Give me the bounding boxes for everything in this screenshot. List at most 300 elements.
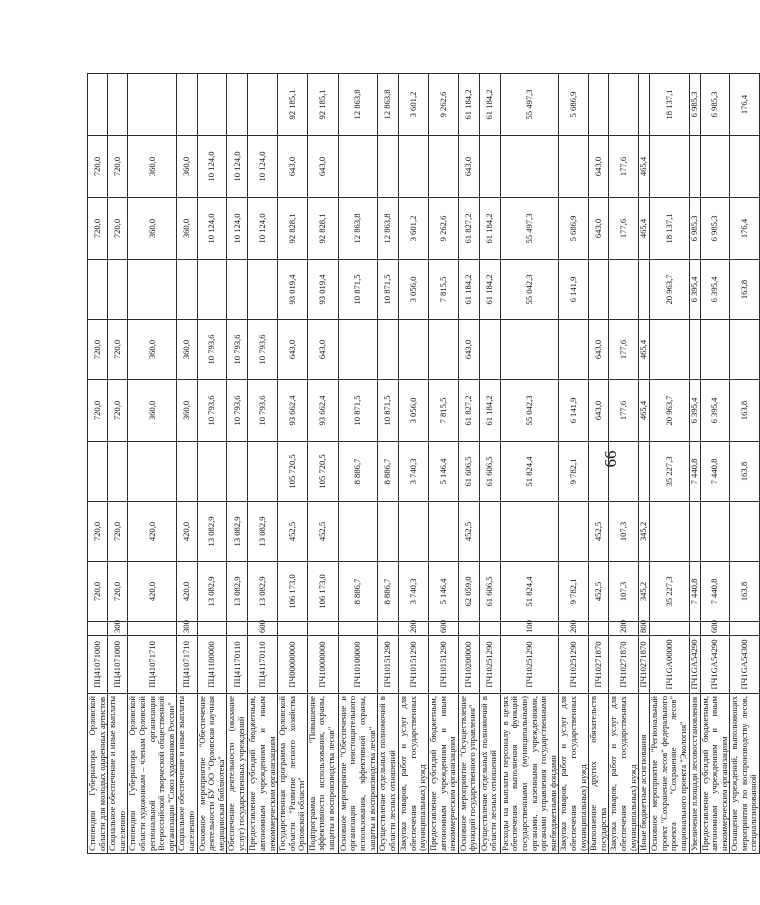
cell-code: ПЧ10151290 [429, 636, 459, 694]
cell-regional-3: 92 185,1 [278, 74, 308, 136]
cell-type [278, 622, 308, 636]
cell-total-3: 12 863,8 [338, 198, 377, 260]
cell-total-1: 62 059,0 [458, 562, 479, 622]
cell-federal-1 [650, 502, 689, 562]
cell-code: ПЧ00000000 [278, 636, 308, 694]
cell-federal-1 [559, 502, 589, 562]
cell-regional-3: 61 184,2 [458, 74, 479, 136]
cell-federal-3 [399, 136, 429, 198]
cell-federal-3 [338, 136, 377, 198]
cell-federal-3: 720,0 [88, 136, 108, 198]
cell-total-3: 10 124,0 [227, 198, 248, 260]
cell-name: Расходы на выплаты персоналу в целях обеспечения выполнения функций государственными (муниципальными) органами, казенными учреждениями, органами управления государственными внебюджетными фондами [500, 694, 559, 854]
cell-regional-1: 8 886,7 [378, 442, 399, 502]
cell-regional-3 [248, 74, 278, 136]
cell-name: Подпрограмма "Повышение эффективности использования, охраны, защиты и воспроизводства лесов" [307, 694, 338, 854]
cell-type: 800 [639, 622, 650, 636]
cell-federal-2 [559, 320, 589, 380]
cell-federal-2: 720,0 [88, 320, 108, 380]
cell-total-2: 10 793,6 [248, 380, 278, 442]
cell-total-2: 10 793,6 [197, 380, 227, 442]
cell-federal-2: 720,0 [108, 320, 128, 380]
cell-name: Увеличение площади лесовосстановления [689, 694, 700, 854]
cell-regional-1 [177, 442, 197, 502]
cell-total-1: 452,5 [589, 562, 609, 622]
cell-total-3: 360,0 [128, 198, 177, 260]
table-row [399, 74, 429, 854]
rotated-page [87, 74, 759, 854]
table-body [88, 74, 760, 854]
cell-regional-2: 55 042,3 [500, 260, 559, 320]
cell-federal-1: 420,0 [128, 502, 177, 562]
cell-type: 600 [429, 622, 459, 636]
cell-federal-3 [500, 136, 559, 198]
cell-federal-3 [559, 136, 589, 198]
table-row [338, 74, 377, 854]
cell-federal-1: 452,5 [307, 502, 338, 562]
cell-total-2: 360,0 [128, 380, 177, 442]
cell-name: Основное мероприятие "Региональный проект "Сохранение лесов" федерального проекта "Сохранение лесов" национального проекта "Экология" [650, 694, 689, 854]
cell-name: Закупка товаров, работ и услуг для обеспечения государственных (муниципальных) нужд [559, 694, 589, 854]
cell-code: ПЦ41071710 [177, 636, 197, 694]
table-row [730, 74, 760, 854]
cell-regional-2: 61 184,2 [479, 260, 500, 320]
cell-code: ПЧ10271870 [609, 636, 639, 694]
cell-total-2: 720,0 [88, 380, 108, 442]
cell-code: ПЧ10271870 [589, 636, 609, 694]
table-row [128, 74, 177, 854]
cell-code: ПЧ10251290 [559, 636, 589, 694]
cell-total-1: 163,8 [730, 562, 760, 622]
cell-federal-3: 720,0 [108, 136, 128, 198]
cell-federal-1: 107,3 [609, 502, 639, 562]
cell-regional-1: 7 440,8 [700, 442, 730, 502]
cell-name: Стипендии Губернатора Орловской области для молодых одаренных артистов [88, 694, 108, 854]
cell-regional-3 [128, 74, 177, 136]
cell-total-3: 12 863,8 [378, 198, 399, 260]
cell-regional-2: 3 056,0 [399, 260, 429, 320]
table-row [689, 74, 700, 854]
table-row [639, 74, 650, 854]
cell-regional-2: 10 871,5 [338, 260, 377, 320]
cell-total-2: 10 793,6 [227, 380, 248, 442]
cell-regional-1 [248, 442, 278, 502]
cell-regional-3: 12 863,8 [338, 74, 377, 136]
cell-total-2: 465,4 [639, 380, 650, 442]
cell-regional-3: 3 601,2 [399, 74, 429, 136]
cell-regional-3: 92 185,1 [307, 74, 338, 136]
cell-total-3: 177,6 [609, 198, 639, 260]
cell-code: ПЧ10251290 [479, 636, 500, 694]
cell-total-1: 3 740,3 [399, 562, 429, 622]
cell-federal-1: 345,2 [639, 502, 650, 562]
table-row [108, 74, 128, 854]
cell-total-3: 3 601,2 [399, 198, 429, 260]
cell-regional-3 [589, 74, 609, 136]
page-number: 66 [601, 450, 620, 468]
table-row [479, 74, 500, 854]
cell-federal-3: 465,4 [639, 136, 650, 198]
cell-federal-1 [479, 502, 500, 562]
cell-federal-3: 643,0 [589, 136, 609, 198]
cell-total-1: 420,0 [177, 562, 197, 622]
cell-federal-2 [479, 320, 500, 380]
cell-name: Социальное обеспечение и иные выплаты населению [108, 694, 128, 854]
cell-name: Предоставление субсидий бюджетным, автономным учреждениям и иным некоммерческим организациям [248, 694, 278, 854]
cell-type [458, 622, 479, 636]
cell-total-3: 92 828,1 [307, 198, 338, 260]
cell-total-2: 360,0 [177, 380, 197, 442]
cell-total-2: 7 815,5 [429, 380, 459, 442]
cell-regional-1 [227, 442, 248, 502]
cell-code: ПЦ41170110 [248, 636, 278, 694]
cell-total-2: 3 056,0 [399, 380, 429, 442]
cell-federal-3: 10 124,0 [197, 136, 227, 198]
cell-total-3: 6 985,3 [689, 198, 700, 260]
cell-federal-2 [730, 320, 760, 380]
cell-regional-2 [227, 260, 248, 320]
cell-name: Основное мероприятие "Обеспечение деятельности БУ ОО "Орловская научная медицинская библиотека" [197, 694, 227, 854]
cell-federal-1: 452,5 [458, 502, 479, 562]
cell-federal-2: 643,0 [589, 320, 609, 380]
cell-type [197, 622, 227, 636]
cell-code: ПЦ41071710 [128, 636, 177, 694]
cell-regional-3: 176,4 [730, 74, 760, 136]
table-row [609, 74, 639, 854]
cell-total-3: 360,0 [177, 198, 197, 260]
cell-regional-1 [609, 442, 639, 502]
table-row [177, 74, 197, 854]
cell-total-1: 720,0 [88, 562, 108, 622]
cell-total-1: 5 146,4 [429, 562, 459, 622]
cell-regional-2: 7 815,5 [429, 260, 459, 320]
cell-code: ПЧ10151290 [399, 636, 429, 694]
cell-regional-3: 9 262,6 [429, 74, 459, 136]
cell-federal-2: 177,6 [609, 320, 639, 380]
cell-total-1: 107,3 [609, 562, 639, 622]
cell-regional-2: 6 141,9 [559, 260, 589, 320]
cell-federal-2: 643,0 [278, 320, 308, 380]
cell-federal-2 [650, 320, 689, 380]
cell-total-1: 345,2 [639, 562, 650, 622]
cell-federal-1 [500, 502, 559, 562]
cell-type: 200 [399, 622, 429, 636]
cell-regional-3: 5 686,9 [559, 74, 589, 136]
cell-regional-1: 61 606,5 [479, 442, 500, 502]
cell-federal-2: 10 793,6 [197, 320, 227, 380]
cell-regional-2 [177, 260, 197, 320]
cell-federal-1 [700, 502, 730, 562]
cell-federal-1: 720,0 [88, 502, 108, 562]
cell-regional-1: 51 824,4 [500, 442, 559, 502]
cell-federal-1: 13 082,9 [227, 502, 248, 562]
cell-federal-2: 643,0 [458, 320, 479, 380]
cell-total-2: 720,0 [108, 380, 128, 442]
cell-total-3: 55 497,3 [500, 198, 559, 260]
cell-regional-2 [197, 260, 227, 320]
cell-code: ПЧ10271870 [639, 636, 650, 694]
cell-regional-2: 61 184,2 [458, 260, 479, 320]
cell-code: ПЧ1GA54300 [730, 636, 760, 694]
cell-type [589, 622, 609, 636]
cell-regional-2 [609, 260, 639, 320]
cell-total-3: 10 124,0 [197, 198, 227, 260]
cell-type [650, 622, 689, 636]
cell-federal-3 [730, 136, 760, 198]
cell-federal-2 [700, 320, 730, 380]
cell-type [730, 622, 760, 636]
cell-total-1: 51 824,4 [500, 562, 559, 622]
cell-federal-1 [689, 502, 700, 562]
cell-federal-3: 360,0 [128, 136, 177, 198]
cell-name: Социальное обеспечение и иные выплаты населению [177, 694, 197, 854]
cell-name: Обеспечение деятельности (оказание услуг) государственных учреждений [227, 694, 248, 854]
cell-type [378, 622, 399, 636]
cell-federal-3: 177,6 [609, 136, 639, 198]
cell-regional-2 [589, 260, 609, 320]
cell-total-2: 6 395,4 [700, 380, 730, 442]
cell-code: ПЦ41071000 [108, 636, 128, 694]
table-row [307, 74, 338, 854]
cell-total-3: 10 124,0 [248, 198, 278, 260]
cell-type [689, 622, 700, 636]
cell-federal-3: 643,0 [458, 136, 479, 198]
cell-type [88, 622, 108, 636]
cell-total-2: 643,0 [589, 380, 609, 442]
cell-total-3: 61 184,2 [479, 198, 500, 260]
cell-federal-1: 720,0 [108, 502, 128, 562]
cell-total-1: 13 082,9 [197, 562, 227, 622]
cell-total-1: 9 782,1 [559, 562, 589, 622]
cell-federal-1: 452,5 [278, 502, 308, 562]
cell-regional-3: 6 985,3 [700, 74, 730, 136]
cell-name: Стипендии Губернатора Орловской области художникам – членам Орловской региональной организации Всероссийской творческой общественной организации "Союз художников России" [128, 694, 177, 854]
cell-name: Предоставление субсидий бюджетным, автономным учреждениям и иным некоммерческим организациям [700, 694, 730, 854]
cell-regional-1: 105 720,5 [278, 442, 308, 502]
cell-total-1: 7 440,8 [700, 562, 730, 622]
cell-regional-3 [639, 74, 650, 136]
table-row [559, 74, 589, 854]
cell-total-1: 35 227,3 [650, 562, 689, 622]
cell-regional-2 [639, 260, 650, 320]
cell-regional-1: 163,8 [730, 442, 760, 502]
cell-federal-2 [399, 320, 429, 380]
cell-code: ПЧ10151290 [378, 636, 399, 694]
table-row [650, 74, 689, 854]
cell-total-2: 6 141,9 [559, 380, 589, 442]
cell-total-1: 61 606,5 [479, 562, 500, 622]
cell-total-2: 61 184,2 [479, 380, 500, 442]
cell-regional-1: 61 606,5 [458, 442, 479, 502]
cell-total-1: 8 886,7 [338, 562, 377, 622]
cell-federal-1: 13 082,9 [248, 502, 278, 562]
table-row [429, 74, 459, 854]
cell-total-3: 720,0 [108, 198, 128, 260]
table-row [227, 74, 248, 854]
cell-regional-3: 18 137,1 [650, 74, 689, 136]
cell-total-2: 93 662,4 [307, 380, 338, 442]
cell-regional-1: 9 782,1 [559, 442, 589, 502]
table-row [378, 74, 399, 854]
cell-regional-2 [108, 260, 128, 320]
cell-regional-2: 93 019,4 [307, 260, 338, 320]
cell-regional-2: 10 871,5 [378, 260, 399, 320]
cell-federal-1 [730, 502, 760, 562]
cell-federal-1: 452,5 [589, 502, 609, 562]
cell-type: 200 [559, 622, 589, 636]
table-row [278, 74, 308, 854]
cell-federal-3 [378, 136, 399, 198]
cell-regional-3: 6 985,3 [689, 74, 700, 136]
table-row [88, 74, 108, 854]
cell-code: ПЧ10251290 [500, 636, 559, 694]
cell-type: 300 [177, 622, 197, 636]
cell-type: 600 [700, 622, 730, 636]
cell-name: Осуществление отдельных полномочий в области лесных отношений [479, 694, 500, 854]
cell-name: Предоставление субсидий бюджетным, автономным учреждениям и иным некоммерческим организациям [429, 694, 459, 854]
cell-code: ПЧ10100000 [338, 636, 377, 694]
cell-federal-3: 643,0 [278, 136, 308, 198]
cell-federal-1 [429, 502, 459, 562]
cell-regional-1 [128, 442, 177, 502]
cell-total-2: 55 042,3 [500, 380, 559, 442]
table-row [700, 74, 730, 854]
cell-total-3: 6 985,3 [700, 198, 730, 260]
cell-total-1: 7 440,8 [689, 562, 700, 622]
cell-federal-2: 360,0 [128, 320, 177, 380]
cell-total-2: 177,6 [609, 380, 639, 442]
cell-regional-3 [177, 74, 197, 136]
cell-total-2: 6 395,4 [689, 380, 700, 442]
cell-federal-2: 360,0 [177, 320, 197, 380]
cell-federal-2 [689, 320, 700, 380]
cell-federal-3 [689, 136, 700, 198]
cell-federal-3: 10 124,0 [248, 136, 278, 198]
cell-code: ПЦ41170110 [227, 636, 248, 694]
cell-name: Государственная программа Орловской области "Развитие лесного хозяйства Орловской области" [278, 694, 308, 854]
cell-name: Оснащение учреждений, выполняющих мероприятия по воспроизводству лесов, специализированной [730, 694, 760, 854]
cell-total-3: 61 827,2 [458, 198, 479, 260]
cell-regional-1: 8 886,7 [338, 442, 377, 502]
cell-regional-3: 55 497,3 [500, 74, 559, 136]
cell-code: ПЧ1GA00000 [650, 636, 689, 694]
cell-federal-1 [338, 502, 377, 562]
cell-federal-1 [378, 502, 399, 562]
cell-regional-1: 7 440,8 [689, 442, 700, 502]
cell-federal-2: 643,0 [307, 320, 338, 380]
cell-name: Основное мероприятие "Обеспечение и организация неистощительного использования, эффективной охраны, защиты и воспроизводства лесов" [338, 694, 377, 854]
cell-total-3: 92 828,1 [278, 198, 308, 260]
cell-regional-1 [639, 442, 650, 502]
cell-total-1: 8 886,7 [378, 562, 399, 622]
table-row [500, 74, 559, 854]
cell-regional-3 [227, 74, 248, 136]
cell-regional-2: 6 395,4 [700, 260, 730, 320]
cell-code: ПЦ41071000 [88, 636, 108, 694]
cell-total-2: 10 871,5 [378, 380, 399, 442]
cell-name: Выполнение других обязательств государства [589, 694, 609, 854]
cell-regional-2 [128, 260, 177, 320]
cell-regional-1 [108, 442, 128, 502]
table-row [589, 74, 609, 854]
cell-total-3: 720,0 [88, 198, 108, 260]
cell-federal-3 [479, 136, 500, 198]
cell-federal-1: 420,0 [177, 502, 197, 562]
cell-federal-2 [378, 320, 399, 380]
cell-total-3: 643,0 [589, 198, 609, 260]
cell-federal-3: 10 124,0 [227, 136, 248, 198]
cell-name: Осуществление отдельных полномочий в области лесных отношений [378, 694, 399, 854]
cell-total-1: 13 082,9 [227, 562, 248, 622]
cell-regional-1 [589, 442, 609, 502]
cell-federal-1 [399, 502, 429, 562]
cell-regional-3: 61 184,2 [479, 74, 500, 136]
cell-type [338, 622, 377, 636]
cell-regional-3 [88, 74, 108, 136]
table-row [248, 74, 278, 854]
cell-type [128, 622, 177, 636]
cell-regional-3: 12 863,8 [378, 74, 399, 136]
cell-total-2: 61 827,2 [458, 380, 479, 442]
cell-total-2: 10 871,5 [338, 380, 377, 442]
budget-table [87, 73, 760, 854]
cell-regional-2: 93 019,4 [278, 260, 308, 320]
cell-federal-2: 465,4 [639, 320, 650, 380]
cell-regional-2: 6 395,4 [689, 260, 700, 320]
cell-federal-3 [429, 136, 459, 198]
cell-federal-3: 360,0 [177, 136, 197, 198]
cell-total-1: 106 173,0 [278, 562, 308, 622]
cell-type: 200 [609, 622, 639, 636]
cell-total-1: 13 082,9 [248, 562, 278, 622]
cell-total-2: 163,8 [730, 380, 760, 442]
cell-federal-2: 10 793,6 [227, 320, 248, 380]
cell-total-2: 93 662,4 [278, 380, 308, 442]
cell-regional-2: 163,8 [730, 260, 760, 320]
cell-total-1: 720,0 [108, 562, 128, 622]
cell-regional-1: 3 740,3 [399, 442, 429, 502]
table-row [458, 74, 479, 854]
cell-federal-2: 10 793,6 [248, 320, 278, 380]
cell-type: 600 [248, 622, 278, 636]
cell-code: ПЧ10000000 [307, 636, 338, 694]
cell-name: Основное мероприятие "Осуществление функций государственного управления" [458, 694, 479, 854]
cell-federal-3 [700, 136, 730, 198]
cell-regional-2 [88, 260, 108, 320]
cell-code: ПЧ1GA54290 [689, 636, 700, 694]
cell-total-3: 5 686,9 [559, 198, 589, 260]
cell-code: ПЧ1GA54290 [700, 636, 730, 694]
cell-type: 300 [108, 622, 128, 636]
cell-federal-3: 643,0 [307, 136, 338, 198]
cell-regional-1: 105 720,5 [307, 442, 338, 502]
cell-type [307, 622, 338, 636]
cell-regional-3 [609, 74, 639, 136]
cell-name: Закупка товаров, работ и услуг для обеспечения государственных (муниципальных) нужд [399, 694, 429, 854]
cell-regional-3 [108, 74, 128, 136]
cell-code: ПЧ10200000 [458, 636, 479, 694]
cell-total-3: 465,4 [639, 198, 650, 260]
cell-type [479, 622, 500, 636]
cell-total-1: 420,0 [128, 562, 177, 622]
cell-regional-1: 5 146,4 [429, 442, 459, 502]
cell-total-3: 18 137,1 [650, 198, 689, 260]
cell-name: Закупка товаров, работ и услуг для обеспечения государственных (муниципальных) нужд [609, 694, 639, 854]
cell-type [227, 622, 248, 636]
cell-name: Иные бюджетные ассигнования [639, 694, 650, 854]
cell-total-3: 9 262,6 [429, 198, 459, 260]
cell-type: 100 [500, 622, 559, 636]
